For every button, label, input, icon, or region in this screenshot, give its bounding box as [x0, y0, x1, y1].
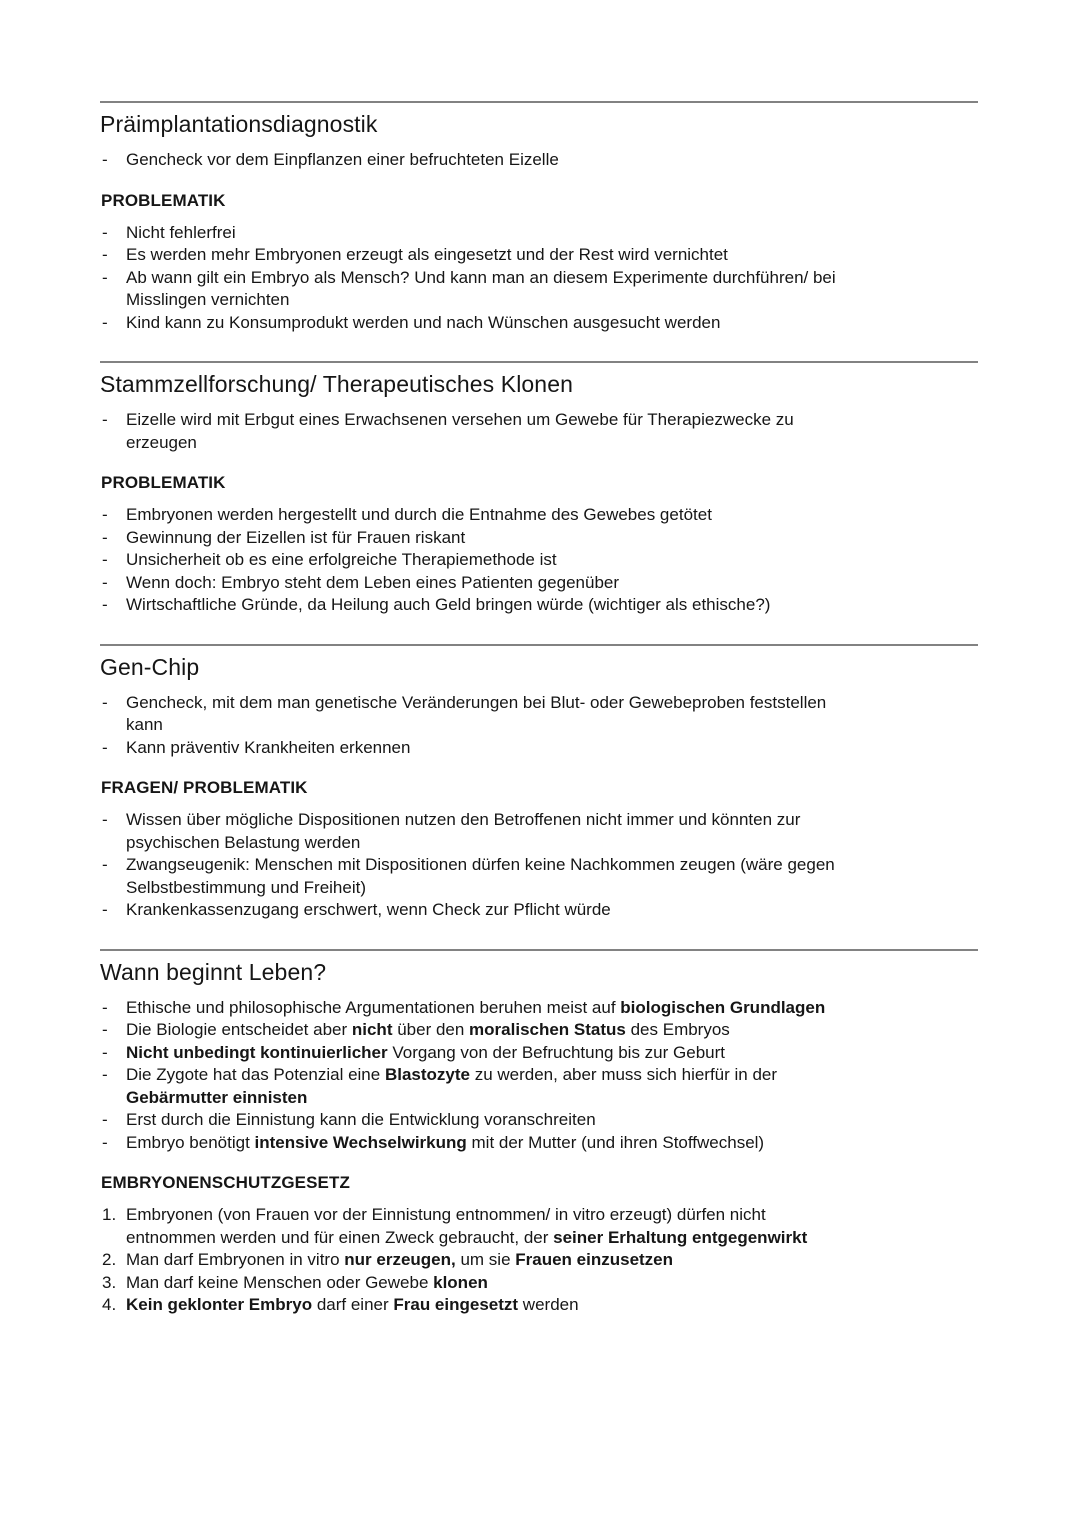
emphasis-text: Gebärmutter einnisten [126, 1087, 308, 1107]
text-line [126, 809, 978, 832]
body-text: mit der Mutter (und ihren Stoffwechsel) [466, 1132, 765, 1152]
section-subheading: EMBRYONENSCHUTZGESETZ [101, 1173, 350, 1192]
list-item-text [126, 899, 978, 922]
section-subheading: PROBLEMATIK [101, 473, 226, 492]
text-line [126, 572, 978, 595]
bullet-list [101, 997, 978, 1155]
bullet-list [101, 692, 978, 760]
text-line [126, 289, 978, 312]
section-divider [100, 949, 978, 951]
list-marker: - [102, 737, 108, 757]
emphasis-text: Kein geklonter Embryo [126, 1295, 313, 1314]
emphasis-text: klonen [433, 1272, 488, 1292]
list-marker: - [102, 550, 108, 569]
list-item-text [126, 1064, 978, 1109]
list-item [101, 149, 978, 172]
section-divider [100, 644, 978, 646]
list-marker: - [102, 855, 108, 874]
body-text: Wissen über mögliche Dispositionen nutzen den Betroffenen nicht immer und könnten zur [126, 810, 801, 829]
text-line [126, 877, 978, 900]
body-text: Krankenkassenzugang erschwert, wenn Check zur Pflicht würde [126, 900, 611, 919]
list-item [101, 737, 978, 760]
list-item-text [126, 997, 978, 1020]
text-line [126, 997, 978, 1020]
list-item-text [126, 267, 978, 312]
numbered-list [101, 1204, 978, 1317]
body-text: darf einer [312, 1295, 394, 1314]
body-text: Wirtschaftliche Gründe, da Heilung auch Geld bringen würde (wichtiger als ethische?) [126, 595, 771, 614]
list-item-text [126, 409, 978, 454]
list-item [101, 504, 978, 527]
list-item [101, 527, 978, 550]
section-subheading: FRAGEN/ PROBLEMATIK [101, 778, 308, 797]
body-text: Selbstbestimmung und Freiheit) [126, 877, 367, 897]
body-text: Embryonen (von Frauen vor der Einnistung entnommen/ in vitro erzeugt) dürfen nicht [126, 1205, 766, 1224]
list-marker: 1. [102, 1205, 117, 1224]
text-line [126, 409, 978, 432]
body-text: Kind kann zu Konsumprodukt werden und nach Wünschen ausgesucht werden [126, 312, 721, 332]
list-marker: - [102, 1020, 108, 1039]
list-item [101, 997, 978, 1020]
list-marker: 2. [102, 1250, 117, 1269]
section-divider [100, 101, 978, 103]
text-line [126, 549, 978, 572]
list-marker: - [102, 527, 108, 547]
list-item-text [126, 222, 978, 245]
text-line [126, 1294, 978, 1317]
text-line [126, 899, 978, 922]
list-item [101, 409, 978, 454]
list-marker: - [102, 595, 108, 614]
list-item [101, 1042, 978, 1065]
list-item [101, 899, 978, 922]
text-line [126, 504, 978, 527]
body-text: Es werden mehr Embryonen erzeugt als eingesetzt und der Rest wird vernichtet [126, 245, 728, 264]
list-item [101, 572, 978, 595]
text-line [126, 714, 978, 737]
list-item [101, 594, 978, 617]
text-line [126, 527, 978, 550]
body-text: entnommen werden und für einen Zweck gebraucht, der [126, 1227, 554, 1247]
emphasis-text: intensive Wechselwirkung [254, 1132, 467, 1152]
list-item-text [126, 1042, 978, 1065]
body-text: über den [392, 1020, 470, 1039]
list-item-text [126, 527, 978, 550]
text-line [126, 1019, 978, 1042]
body-text: Wenn doch: Embryo steht dem Leben eines Patienten gegenüber [126, 572, 620, 592]
text-line [126, 267, 978, 290]
list-marker: - [102, 245, 108, 264]
emphasis-text: Frau eingesetzt [393, 1295, 519, 1314]
bullet-list [101, 809, 978, 922]
list-item [101, 312, 978, 335]
body-text: Eizelle wird mit Erbgut eines Erwachsenen versehen um Gewebe für Therapiezwecke zu [126, 410, 794, 429]
body-text: Erst durch die Einnistung kann die Entwicklung voranschreiten [126, 1110, 596, 1129]
list-item-text [126, 594, 978, 617]
list-marker: - [102, 410, 108, 429]
text-line [126, 1249, 978, 1272]
text-line [126, 312, 978, 335]
list-marker: - [102, 312, 108, 332]
body-text: Embryo benötigt [126, 1132, 255, 1152]
text-line [126, 854, 978, 877]
body-text: Die Biologie entscheidet aber [126, 1020, 352, 1039]
section-heading: Wann beginnt Leben? [100, 958, 327, 985]
section [100, 101, 978, 334]
list-item-text [126, 149, 978, 172]
body-text: kann [126, 715, 163, 734]
emphasis-text: Blastozyte [384, 1065, 470, 1084]
text-line [126, 1064, 978, 1087]
list-item [101, 854, 978, 899]
list-item [101, 549, 978, 572]
bullet-list [101, 409, 978, 454]
list-marker: - [102, 810, 108, 829]
text-line [126, 1227, 978, 1250]
list-marker: - [102, 1110, 108, 1129]
list-marker: - [102, 267, 108, 287]
list-item [101, 1132, 978, 1155]
list-item-text [126, 809, 978, 854]
list-marker: 4. [102, 1295, 117, 1314]
body-text: Misslingen vernichten [126, 290, 290, 309]
list-item-text [126, 1294, 978, 1317]
text-line [126, 149, 978, 172]
text-line [126, 737, 978, 760]
body-text: Man darf Embryonen in vitro [126, 1250, 345, 1269]
text-line [126, 222, 978, 245]
list-item [101, 809, 978, 854]
text-line [126, 1109, 978, 1132]
text-line [126, 1042, 978, 1065]
body-text: Gewinnung der Eizellen ist für Frauen riskant [126, 527, 466, 547]
body-text: des Embryos [625, 1020, 730, 1039]
section-heading: Präimplantationsdiagnostik [100, 111, 378, 137]
list-item [101, 692, 978, 737]
list-item-text [126, 504, 978, 527]
body-text: Nicht fehlerfrei [126, 222, 236, 242]
section-heading: Stammzellforschung/ Therapeutisches Klonen [100, 371, 573, 397]
emphasis-text: Frauen einzusetzen [515, 1250, 674, 1269]
list-marker: - [102, 150, 108, 169]
list-item [101, 1109, 978, 1132]
body-text: Unsicherheit ob es eine erfolgreiche Therapiemethode ist [126, 550, 557, 569]
section-heading: Gen-Chip [100, 653, 200, 680]
list-marker: - [102, 692, 108, 712]
bullet-list [101, 149, 978, 172]
list-marker: - [102, 997, 108, 1017]
body-text: Man darf keine Menschen oder Gewebe [126, 1272, 434, 1292]
list-item [101, 222, 978, 245]
section [100, 361, 978, 617]
list-item [101, 1249, 978, 1272]
section-divider [100, 361, 978, 363]
list-item-text [126, 1109, 978, 1132]
list-item-text [126, 1019, 978, 1042]
emphasis-text: biologischen Grundlagen [620, 997, 826, 1017]
list-marker: - [102, 505, 108, 524]
list-marker: - [102, 1065, 108, 1084]
list-item [101, 1204, 978, 1249]
list-marker: - [102, 1132, 108, 1152]
text-line [126, 594, 978, 617]
list-item [101, 1064, 978, 1109]
bullet-list [101, 504, 978, 617]
body-text: Ab wann gilt ein Embryo als Mensch? Und kann man an diesem Experimente durchführen/ bei [126, 267, 836, 287]
list-item-text [126, 1132, 978, 1155]
body-text: Gencheck vor dem Einpflanzen einer befruchteten Eizelle [126, 150, 559, 169]
list-item-text [126, 692, 978, 737]
body-text: Vorgang von der Befruchtung bis zur Geburt [387, 1042, 725, 1062]
text-line [126, 692, 978, 715]
emphasis-text: Nicht unbedingt kontinuierlicher [126, 1042, 388, 1062]
text-line [126, 1204, 978, 1227]
body-text: psychischen Belastung werden [126, 832, 361, 852]
list-item [101, 244, 978, 267]
list-marker: - [102, 222, 108, 242]
list-item [101, 1019, 978, 1042]
body-text: Die Zygote hat das Potenzial eine [126, 1065, 385, 1084]
list-item-text [126, 244, 978, 267]
body-text: Gencheck, mit dem man genetische Veränderungen bei Blut- oder Gewebeproben feststellen [126, 692, 827, 712]
emphasis-text: moralischen Status [469, 1020, 626, 1039]
text-line [126, 1087, 978, 1110]
text-line [126, 244, 978, 267]
list-marker: 3. [102, 1272, 117, 1292]
list-item-text [126, 1249, 978, 1272]
emphasis-text: nur erzeugen, [344, 1250, 456, 1269]
bullet-list [101, 222, 978, 335]
body-text: Embryonen werden hergestellt und durch die Entnahme des Gewebes getötet [126, 505, 712, 524]
list-item-text [126, 737, 978, 760]
section-subheading: PROBLEMATIK [101, 190, 226, 210]
list-item [101, 267, 978, 312]
list-marker: - [102, 900, 108, 919]
section [100, 949, 978, 1317]
list-marker: - [102, 1042, 108, 1062]
body-text: um sie [455, 1250, 516, 1269]
text-line [126, 1272, 978, 1295]
list-marker: - [102, 572, 108, 592]
section [100, 644, 978, 922]
text-line [126, 432, 978, 455]
list-item-text [126, 854, 978, 899]
list-item [101, 1294, 978, 1317]
emphasis-text: seiner Erhaltung entgegenwirkt [553, 1227, 808, 1247]
list-item-text [126, 1272, 978, 1295]
body-text: Zwangseugenik: Menschen mit Dispositionen dürfen keine Nachkommen zeugen (wäre gegen [126, 855, 835, 874]
text-line [126, 1132, 978, 1155]
list-item-text [126, 1204, 978, 1249]
body-text: zu werden, aber muss sich hierfür in der [469, 1065, 778, 1084]
list-item-text [126, 549, 978, 572]
body-text: Kann präventiv Krankheiten erkennen [126, 737, 411, 757]
body-text: erzeugen [126, 432, 197, 452]
list-item-text [126, 572, 978, 595]
body-text: Ethische und philosophische Argumentationen beruhen meist auf [126, 997, 621, 1017]
body-text: werden [518, 1295, 579, 1314]
list-item-text [126, 312, 978, 335]
list-item [101, 1272, 978, 1295]
text-line [126, 832, 978, 855]
emphasis-text: nicht [351, 1020, 393, 1039]
